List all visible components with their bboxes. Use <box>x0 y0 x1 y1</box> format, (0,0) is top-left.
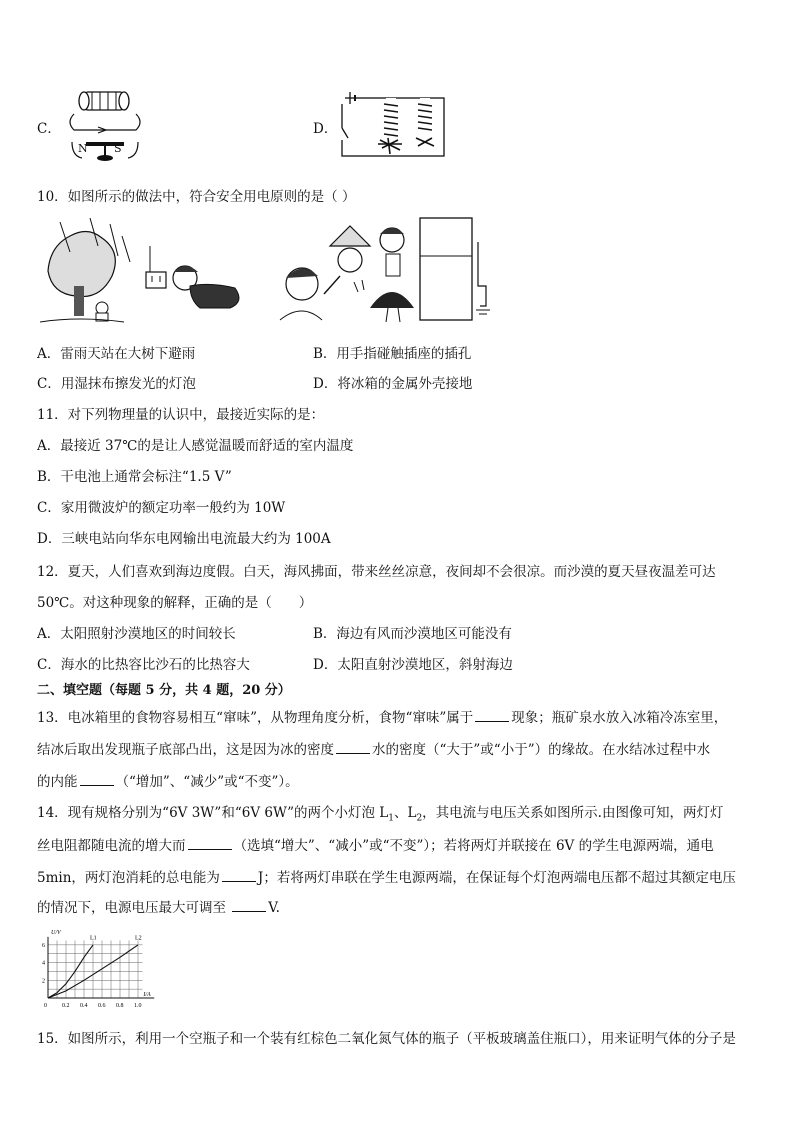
chart-labels <box>42 930 151 1009</box>
safety-illustrations <box>40 216 510 328</box>
q13-text: 水的密度（“大于”或“小于”）的缘故。在水结冰过程中水 <box>372 742 711 758</box>
q10-option-d: D．将冰箱的金属外壳接地 <box>313 376 473 392</box>
section-heading-fill-blank: 二、填空题（每题 5 分，共 4 题，20 分） <box>37 683 291 698</box>
x-tick-label: 0.6 <box>98 1003 106 1009</box>
q11-option-c: C．家用微波炉的额定功率一般约为 10W <box>37 500 286 516</box>
q13-text: （“增加”、“减少”或“不变”）。 <box>115 774 299 790</box>
q10-stem: 10．如图所示的做法中，符合安全用电原则的是（ ） <box>37 189 356 205</box>
q11-stem: 11．对下列物理量的认识中，最接近实际的是： <box>37 407 325 423</box>
x-tick-label: 1.0 <box>134 1003 142 1009</box>
q14-blank-2[interactable] <box>222 868 256 882</box>
x-axis-label: I/A <box>143 992 151 998</box>
q11-option-b: B．干电池上通常会标注“1.5 V” <box>37 469 232 485</box>
q12-stem-line1: 12．夏天，人们喜欢到海边度假。白天，海风拂面，带来丝丝凉意，夜间却不会很凉。而沙漠的夏天昼夜温差可达 <box>37 564 716 580</box>
q13-line2 <box>37 740 710 759</box>
q13-text: 13．电冰箱里的食物容易相互“窜味”，从物理角度分析，食物“窜味”属于 <box>37 710 474 726</box>
q14-text: V. <box>268 900 280 916</box>
x-tick-label: 0.4 <box>80 1003 88 1009</box>
q12-option-c: C．海水的比热容比沙石的比热容大 <box>37 657 250 673</box>
q14-line3 <box>37 868 736 887</box>
q10-option-b: B．用手指碰触插座的插孔 <box>313 346 472 362</box>
socket-boy-figure <box>146 246 239 308</box>
q14-text: J；若将两灯串联在学生电源两端，在保证每个灯泡两端电压都不超过其额定电压 <box>257 870 736 886</box>
current-voltage-chart <box>30 926 170 1010</box>
fridge-grounding-figure <box>370 218 490 322</box>
q13-text: 结冰后取出发现瓶子底部凸出，这是因为冰的密度 <box>37 742 334 758</box>
wet-cloth-bulb-figure <box>280 226 370 320</box>
electromagnet-circuit-figure <box>340 92 448 160</box>
q14-text: 的情况下，电源电压最大可调至 <box>37 900 231 916</box>
tree-rain-figure <box>40 218 130 322</box>
q13-blank-1[interactable] <box>475 708 509 722</box>
q13-blank-3[interactable] <box>80 772 114 786</box>
q14-sub: 2 <box>416 813 423 824</box>
q14-blank-3[interactable] <box>232 898 266 912</box>
magnet-n-label: N <box>78 142 88 155</box>
q13-blank-2[interactable] <box>336 740 370 754</box>
q14-blank-1[interactable] <box>188 836 232 850</box>
q13-text: 现象；瓶矿泉水放入冰箱冷冻室里， <box>511 710 728 726</box>
chart-grid <box>48 940 143 998</box>
q14-text: 5min，两灯泡消耗的总电能为 <box>37 870 220 886</box>
x-tick-label: 0.8 <box>116 1003 124 1009</box>
solenoid-compass-figure <box>62 86 150 164</box>
option-c-label: C． <box>37 121 61 137</box>
q14-text: （选填“增大”、“减小”或“不变”）；若将两灯并联接在 6V 的学生电源两端，通电 <box>233 838 714 854</box>
chart-axes <box>48 937 154 998</box>
q10-option-a: A．雷雨天站在大树下避雨 <box>37 346 196 362</box>
q15-stem: 15．如图所示，利用一个空瓶子和一个装有红棕色二氧化氮气体的瓶子（平板玻璃盖住瓶口），用来证明气体的分子是 <box>37 1031 736 1047</box>
y-axis-label: U/V <box>51 930 61 936</box>
q14-text: ，其电流与电压关系如图所示.由图像可知，两灯灯 <box>422 805 724 821</box>
q10-option-c: C．用湿抹布擦发光的灯泡 <box>37 376 196 392</box>
q13-text: 的内能 <box>37 774 78 790</box>
series-label-l2: L2 <box>135 935 142 942</box>
q14-text: 14．现有规格分别为“6V 3W”和“6V 6W”的两个小灯泡 L <box>37 805 389 821</box>
q11-option-a: A．最接近 37℃的是让人感觉温暖而舒适的室内温度 <box>37 438 354 454</box>
q14-text: 、L <box>393 805 417 821</box>
q13-line1 <box>37 708 727 727</box>
series-label-l1: L1 <box>90 935 97 942</box>
magnet-s-label: S <box>114 142 122 155</box>
q12-option-a: A．太阳照射沙漠地区的时间较长 <box>37 626 236 642</box>
y-tick-label: 6 <box>42 942 45 949</box>
q14-line2 <box>37 836 714 855</box>
q14-line1 <box>37 804 723 828</box>
q12-option-d: D．太阳直射沙漠地区，斜射海边 <box>313 657 513 673</box>
y-tick-label: 4 <box>42 960 45 967</box>
q14-text: 丝电阻都随电流的增大而 <box>37 838 186 854</box>
q12-option-b: B．海边有风而沙漠地区可能没有 <box>313 626 512 642</box>
q14-line4 <box>37 898 280 917</box>
x-tick-label: 0 <box>44 1003 47 1009</box>
y-tick-label: 2 <box>42 978 45 985</box>
option-d-label: D． <box>313 121 338 137</box>
q12-stem-line2: 50℃。对这种现象的解释，正确的是（ ） <box>37 595 313 611</box>
q11-option-d: D．三峡电站向华东电网输出电流最大约为 100A <box>37 531 331 547</box>
x-tick-label: 0.2 <box>62 1003 70 1009</box>
q13-line3 <box>37 772 299 791</box>
q14-sub: 1 <box>388 813 394 824</box>
